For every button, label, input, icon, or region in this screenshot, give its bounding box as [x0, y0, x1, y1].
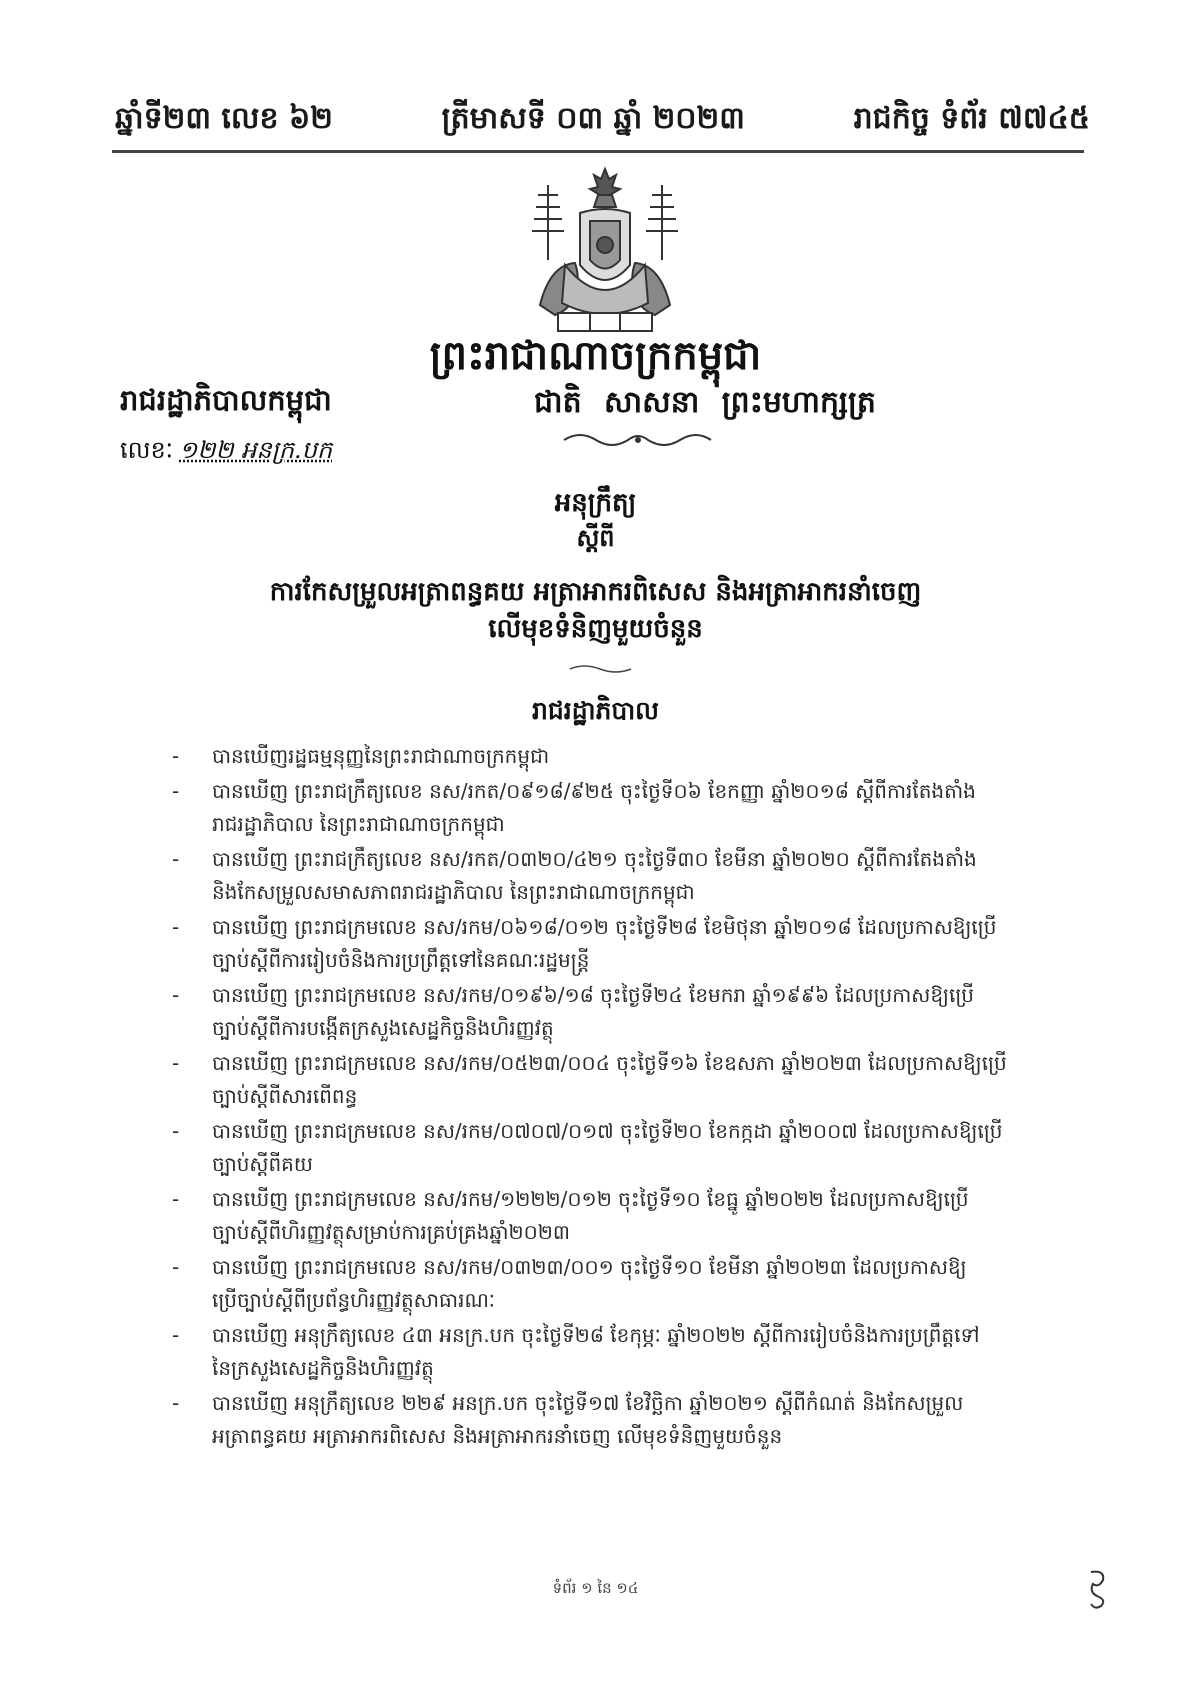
national-motto: ជាតិ សាសនា ព្រះមហាក្សត្រ: [534, 385, 876, 420]
list-item-line: ប្រើច្បាប់ស្តីពីប្រព័ន្ធហិរញ្ញវត្ថុសាធារណៈ: [212, 1288, 495, 1312]
list-item: [172, 1115, 1092, 1181]
list-dash: -: [172, 915, 180, 939]
list-item-line: បានឃើញ ព្រះរាជក្រមលេខ នស/រកម/០៣២៣/០០១ ចុះថ្ងៃទី១០ ខែមីនា ឆ្នាំ២០២៣ ដែលប្រកាសឱ្យ: [212, 1255, 967, 1279]
list-dash: -: [172, 1119, 180, 1143]
reference-value: ១២២ អនក្រ.បក: [179, 436, 333, 464]
gazette-quarter: ត្រីមាសទី ០៣ ឆ្នាំ ២០២៣: [441, 101, 745, 136]
list-item-line: ច្បាប់ស្តីពីហិរញ្ញវត្ថុសម្រាប់ការគ្រប់គ្រងឆ្នាំ២០២៣: [212, 1220, 571, 1244]
list-dash: -: [172, 1255, 180, 1279]
list-dash: -: [172, 1323, 180, 1347]
list-item: [172, 979, 1092, 1045]
list-item-line: បានឃើញ ព្រះរាជក្រឹត្យលេខ នស/រកត/០៩១៨/៩២៥ ចុះថ្ងៃទី០៦ ខែកញ្ញា ឆ្នាំ២០១៨ ស្តីពីការតែងតាំង: [212, 779, 976, 803]
list-item: [172, 775, 1092, 841]
document-type: អនុក្រឹត្យ: [554, 488, 637, 518]
list-item-line: បានឃើញ ព្រះរាជក្រមលេខ នស/រកម/១២២២/០១២ ចុះថ្ងៃទី១០ ខែធ្នូ ឆ្នាំ២០២២ ដែលប្រកាសឱ្យប្រើ: [212, 1187, 969, 1211]
list-item-line: ច្បាប់ស្តីពីសារពើពន្ធ: [212, 1084, 358, 1108]
list-item-line: រាជរដ្ឋាភិបាល នៃព្រះរាជាណាចក្រកម្ពុជា: [212, 812, 505, 836]
header-divider: [112, 150, 1084, 153]
royal-coat-of-arms-icon: [520, 165, 690, 340]
gazette-year-number: ឆ្នាំទី២៣ លេខ ៦២: [115, 101, 333, 136]
reference-label: លេខៈ: [120, 436, 174, 464]
list-item-line: ច្បាប់ស្តីពីការរៀបចំនិងការប្រព្រឹត្តទៅនៃគណៈរដ្ឋមន្ត្រី: [212, 948, 590, 972]
ministry-name: រាជរដ្ឋាភិបាលកម្ពុជា: [120, 383, 332, 417]
list-dash: -: [172, 744, 180, 768]
page-footer: ទំព័រ ១ នៃ ១៤: [552, 1579, 639, 1597]
list-item-line: អត្រាពន្ធគយ អត្រាអាករពិសេស និងអត្រាអាករនាំចេញ លើមុខទំនិញមួយចំនួន: [212, 1424, 783, 1448]
list-item: [172, 843, 1092, 909]
ornament-divider-icon: [560, 428, 715, 452]
kingdom-title: ព្រះរាជាណាចក្រកម្ពុជា: [429, 333, 762, 379]
list-item-line: ច្បាប់ស្តីពីគយ: [212, 1152, 313, 1176]
list-dash: -: [172, 847, 180, 871]
list-item-line: បានឃើញ ព្រះរាជក្រមលេខ នស/រកម/០៦១៨/០១២ ចុះថ្ងៃទី២៨ ខែមិថុនា ឆ្នាំ២០១៨ ដែលប្រកាសឱ្យប្រើ: [212, 915, 997, 939]
list-dash: -: [172, 1051, 180, 1075]
list-item-line: បានឃើញ ព្រះរាជក្រមលេខ នស/រកម/០៧០៧/០១៧ ចុះថ្ងៃទី២០ ខែកក្កដា ឆ្នាំ២០០៧ ដែលប្រកាសឱ្យប្រើ: [212, 1119, 1003, 1143]
document-title-line1: ការកែសម្រួលអត្រាពន្ធគយ អត្រាអាករពិសេស និងអត្រាអាករនាំចេញ: [269, 577, 922, 607]
small-ornament-icon: [568, 662, 633, 676]
list-item-line: បានឃើញរដ្ឋធម្មនុញ្ញនៃព្រះរាជាណាចក្រកម្ពុជា: [212, 744, 550, 768]
legal-basis-list: [172, 740, 1092, 1455]
list-dash: -: [172, 1391, 180, 1415]
list-item: [172, 1047, 1092, 1113]
list-item: [172, 1319, 1092, 1385]
handwritten-initial-icon: [1083, 1566, 1113, 1611]
list-item-line: ច្បាប់ស្តីពីការបង្កើតក្រសួងសេដ្ឋកិច្ចនិងហិរញ្ញវត្ថុ: [212, 1016, 554, 1040]
list-item-line: និងកែសម្រួលសមាសភាពរាជរដ្ឋាភិបាល នៃព្រះរាជាណាចក្រកម្ពុជា: [212, 880, 695, 904]
list-item-line: បានឃើញ អនុក្រឹត្យលេខ ៤៣ អនក្រ.បក ចុះថ្ងៃទី២៨ ខែកុម្ភៈ ឆ្នាំ២០២២ ស្តីពីការរៀបចំនិងការប្រព្រឹត្តទៅ: [212, 1323, 980, 1347]
document-title-line2: លើមុខទំនិញមួយចំនួន: [488, 614, 703, 644]
gazette-header: [115, 96, 1090, 146]
reference-number: [120, 435, 332, 470]
list-item: [172, 740, 1092, 773]
list-item: [172, 1387, 1092, 1453]
list-item-line: បានឃើញ ព្រះរាជក្រឹត្យលេខ នស/រកត/០៣២០/៤២១ ចុះថ្ងៃទី៣០ ខែមីនា ឆ្នាំ២០២០ ស្តីពីការតែងតាំង: [212, 847, 977, 871]
list-dash: -: [172, 1187, 180, 1211]
list-item: [172, 911, 1092, 977]
gazette-page: រាជកិច្ច ទំព័រ ៧៧៤៥: [853, 101, 1090, 136]
government-heading: រាជរដ្ឋាភិបាល: [532, 696, 659, 725]
list-item-line: នៃក្រសួងសេដ្ឋកិច្ចនិងហិរញ្ញវត្ថុ: [212, 1356, 434, 1380]
list-dash: -: [172, 983, 180, 1007]
list-item: [172, 1183, 1092, 1249]
list-dash: -: [172, 779, 180, 803]
list-item-line: បានឃើញ អនុក្រឹត្យលេខ ២២៩ អនក្រ.បក ចុះថ្ងៃទី១៧ ខែវិច្ឆិកា ឆ្នាំ២០២១ ស្តីពីកំណត់ និងកែសម្រួល: [212, 1391, 964, 1415]
document-about: ស្តីពី: [576, 524, 615, 552]
list-item-line: បានឃើញ ព្រះរាជក្រមលេខ នស/រកម/០១៩៦/១៨ ចុះថ្ងៃទី២៤ ខែមករា ឆ្នាំ១៩៩៦ ដែលប្រកាសឱ្យប្រើ: [212, 983, 974, 1007]
list-item-line: បានឃើញ ព្រះរាជក្រមលេខ នស/រកម/០៥២៣/០០៤ ចុះថ្ងៃទី១៦ ខែឧសភា ឆ្នាំ២០២៣ ដែលប្រកាសឱ្យប្រើ: [212, 1051, 1007, 1075]
list-item: [172, 1251, 1092, 1317]
